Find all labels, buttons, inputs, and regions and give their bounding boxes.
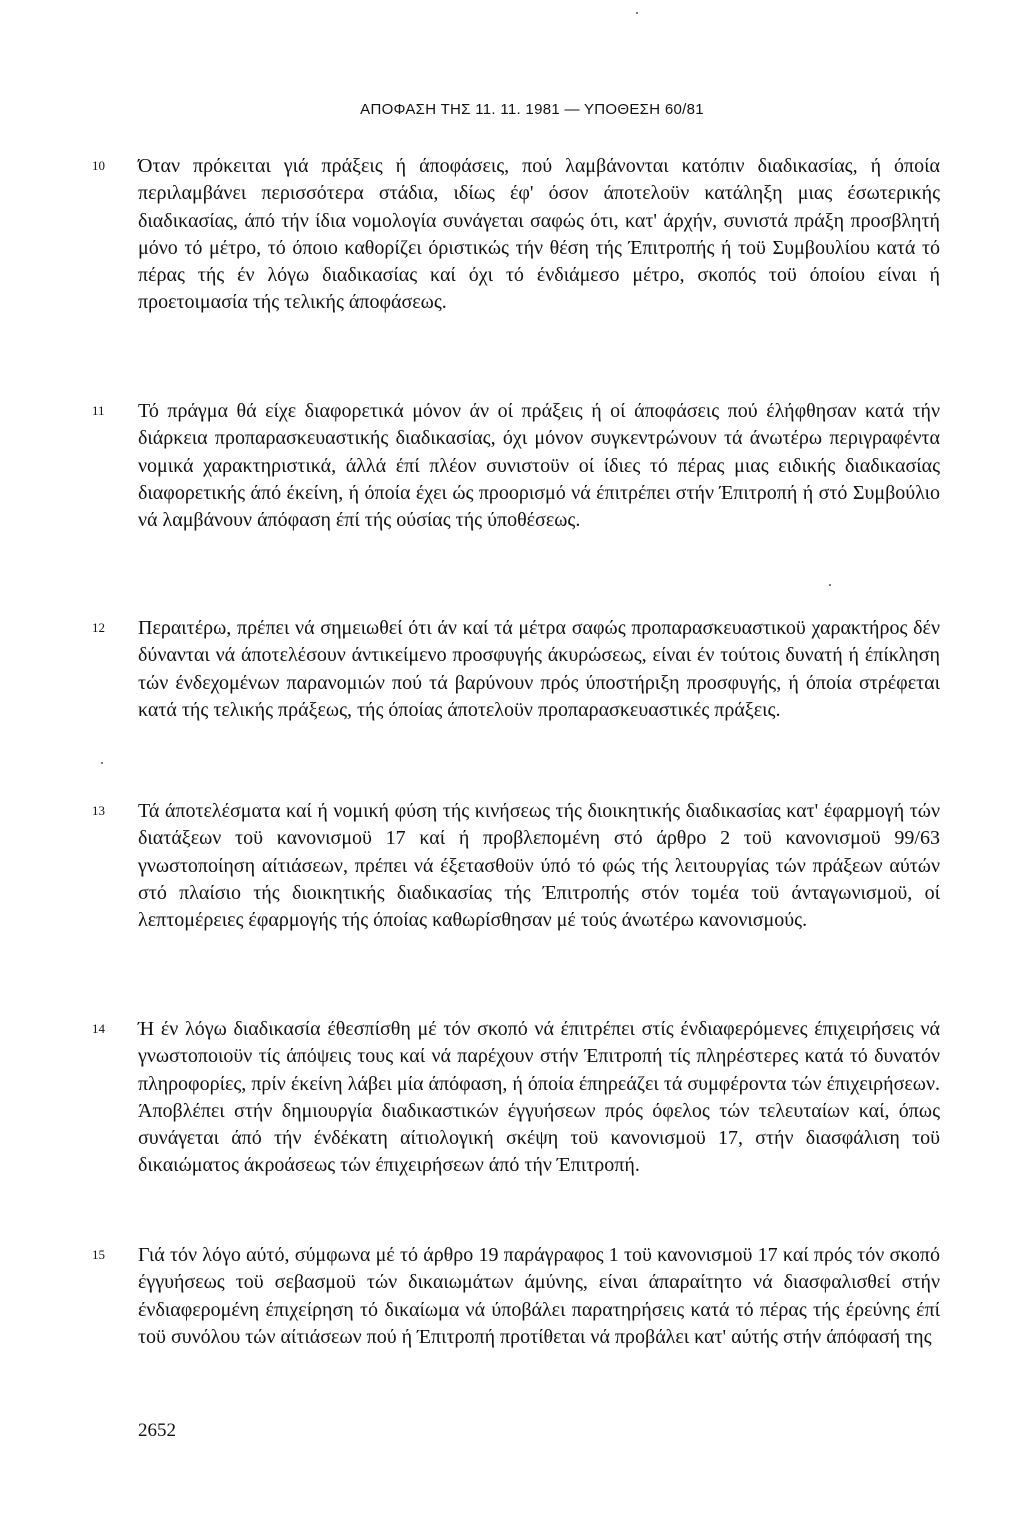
- paragraph-number: 14: [92, 1021, 105, 1036]
- paragraph-number: 12: [92, 620, 105, 635]
- paragraph-number: 15: [92, 1247, 105, 1262]
- paragraph-text: Όταν πρόκειται γιά πράξεις ή άποφάσεις, πού λαμβάνονται κατόπιν διαδικασίας, ή όποία περιλαμβάνει περισσότερα στάδια, ιδίως έφ' όσον άποτελοϋν κατάληξη μιας έσωτερικής διαδικασίας, άπό τήν ίδια νομολογία συνάγεται σαφώς ότι, κατ' άρχήν, συνιστά πράξη προσβλητή μόνο τό μέτρο, τό όποιο καθορίζει όριστικώς τήν θέση τής Έπιτροπής ή τοϋ Συμβουλίου κατά τό πέρας τής έν λόγω διαδικασίας καί όχι τό ένδιάμεσο μέτρο, σκοπός τοϋ όποίου είναι ή προετοιμασία τής τελικής άποφάσεως.: [138, 155, 940, 314]
- paragraph-text: Γιά τόν λόγο αύτό, σύμφωνα μέ τό άρθρο 19 παράγραφος 1 τοϋ κανονισμοϋ 17 καί πρός τόν σκοπό έγγυήσεως τοϋ σεβασμοϋ τών δικαιωμάτων άμύνης, είναι άπαραίτητο νά διασφαλισθεί στήν ένδιαφερομένη έπιχείρηση τό δικαίωμα νά ύποβάλει παρατηρήσεις κατά τό πέρας τής έρεύνης έπί τοϋ συνόλου τών αίτιάσεων πού ή Έπιτροπή προτίθεται νά προβάλει κατ' αύτής στήν άπόφασή της: [138, 1244, 940, 1348]
- paragraph-number: 11: [92, 403, 105, 418]
- paragraph-text: Ή έν λόγω διαδικασία έθεσπίσθη μέ τόν σκοπό νά έπιτρέπει στίς ένδιαφερόμενες έπιχειρήσεις νά γνωστοποιοϋν τίς άπόψεις τους καί νά παρέχουν στήν Έπιτροπή τίς πληρέστερες κατά τό δυνατόν πληροφορίες, πρίν έκείνη λάβει μία άπόφαση, ή όποία έπηρεάζει τά συμφέροντα τών έπιχειρήσεων. Άποβλέπει στήν δημιουργία διαδικαστικών έγγυήσεων πρός όφελος τών τελευταίων καί, όπως συνάγεται άπό τήν ένδέκατη αίτιολογική σκέψη τοϋ κανονισμοϋ 17, στήν διασφάλιση τοϋ δικαιώματος άκροάσεως τών έπιχειρήσεων άπό τήν Έπιτροπή.: [138, 1018, 940, 1177]
- page-number: 2652: [138, 1420, 176, 1441]
- paragraph-text: Τό πράγμα θά είχε διαφορετικά μόνον άν οί πράξεις ή οί άποφάσεις πού έλήφθησαν κατά τήν διάρκεια προπαρασκευαστικής διαδικασίας, όχι μόνον συγκεντρώνουν τά άνωτέρω περιγραφέντα νομικά χαρακτηριστικά, άλλά έπί πλέον συνιστοϋν οί ίδιες τό πέρας μιας ειδικής διαδικασίας διαφορετικής άπό έκείνη, ή όποία έχει ώς προορισμό νά έπιτρέπει στήν Έπιτροπή ή στό Συμβούλιο νά λαμβάνουν άπόφαση έπί τής ούσίας τής ύποθέσεως.: [138, 400, 940, 532]
- running-header: ΑΠΟΦΑΣΗ ΤΗΣ 11. 11. 1981 — ΥΠΟΘΕΣΗ 60/81: [360, 101, 704, 118]
- paragraph-text: Τά άποτελέσματα καί ή νομική φύση τής κινήσεως τής διοικητικής διαδικασίας κατ' έφαρμογή τών διατάξεων τοϋ κανονισμοϋ 17 καί ή προβλεπομένη στό άρθρο 2 τοϋ κανονισμοϋ 99/63 γνωστοποίηση αίτιάσεων, πρέπει νά έξετασθοϋν ύπό τό φώς τής λειτουργίας τών πράξεων αύτών στό πλαίσιο τής διοικητικής διαδικασίας τής Έπιτροπής στόν τομέα τοϋ άνταγωνισμοϋ, οί λεπτομέρειες έφαρμογής τής όποίας καθωρίσθησαν μέ τούς άνωτέρω κανονισμούς.: [138, 800, 940, 932]
- paragraph-number: 13: [92, 803, 105, 818]
- scan-speck: [636, 12, 638, 14]
- paragraph-number: 10: [92, 158, 105, 173]
- paragraph-text: Περαιτέρω, πρέπει νά σημειωθεί ότι άν καί τά μέτρα σαφώς προπαρασκευαστικοϋ χαρακτήρος δέν δύνανται νά άποτελέσουν άντικείμενο προσφυγής άκυρώσεως, είναι έν τούτοις δυνατή ή έπίκληση τών ένδεχομένων παρανομιών πού τά βαρύνουν πρός ύποστήριξη προσφυγής, ή όποία στρέφεται κατά τής τελικής πράξεως, τής όποίας άποτελοϋν προπαρασκευαστικές πράξεις.: [138, 617, 940, 721]
- scan-speck: [829, 584, 831, 586]
- scan-speck: [101, 762, 103, 764]
